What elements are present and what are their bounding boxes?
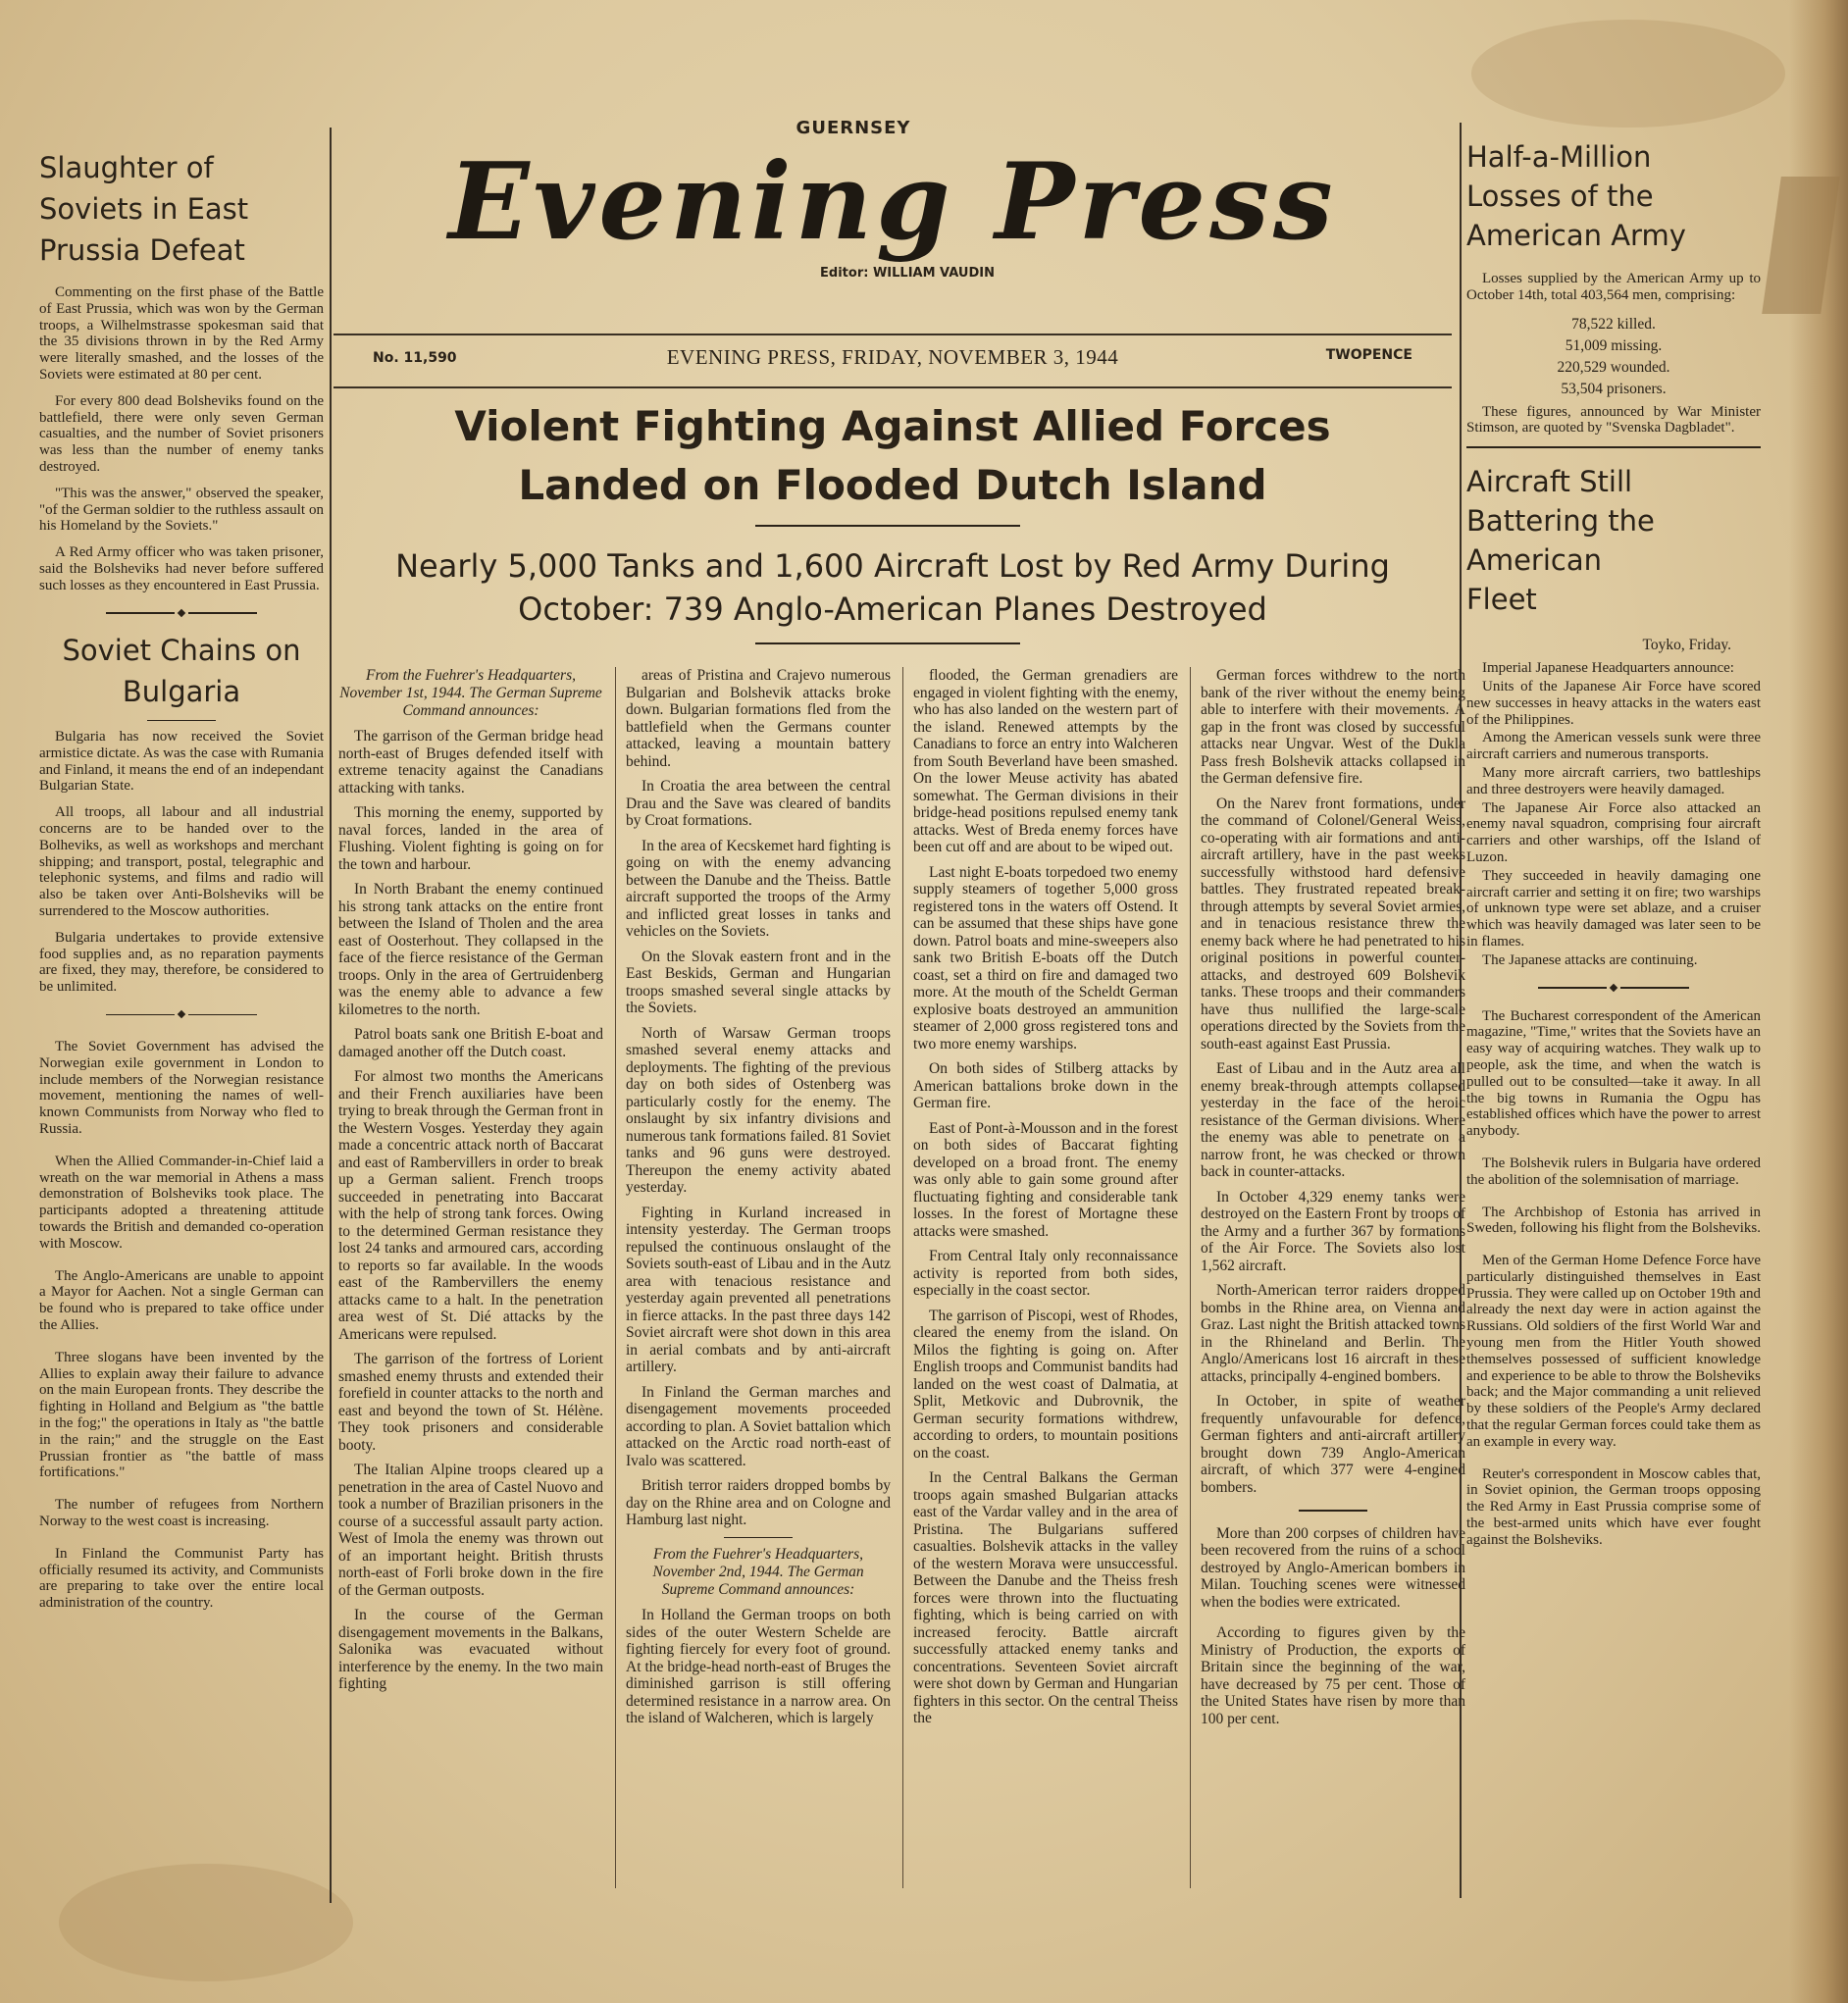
divider xyxy=(755,525,1020,527)
main-subheadline: Nearly 5,000 Tanks and 1,600 Aircraft Lost by Red Army During October: 739 Anglo-American Planes Destroyed xyxy=(395,547,1390,628)
main-article-columns xyxy=(338,667,1466,1888)
divider xyxy=(755,642,1020,644)
article-title: Aircraft Still Battering the American Fleet xyxy=(1466,465,1655,617)
column-rule xyxy=(902,667,903,1888)
article-column: flooded, the German grenadiers are engaged in violent fighting with the enemy, who has also landed on the western part of the island. Renewed attempts by the Canadians to force an entry into Walcheren from South Beverland have been smashed. On the lower Meuse activity has abated somewhat. The German divisions in their bridge-head positions repulsed enemy tank attacks. West of Breda enemy forces have been cut off and are about to be wiped out. Last night E-boats torpedoed two enemy supply steamers of together 5,000 gross registered tons in the waters off Ostend. It can be assumed that these ships have gone down. Patrol boats and mine-sweepers also sank two British E-boats off the Dutch coast, set a third on fire and damaged two more. At the mouth of the Scheldt German explosive boats destroyed an ammunition steamer of 2,000 gross registered tons and two more enemy warships. On both sides of Stilberg attacks by American battalions broke down in the German fire. East of Pont-à-Mousson and in the forest on both sides of Baccarat fighting developed on a broad front. The enemy was only able to gain some ground after fluctuating fighting and considerable tank losses. In the forest of Mortagne these attacks were smashed. From Central Italy only reconnaissance activity is reported from both sides, especially in the coast sector. The garrison of Piscopi, west of Rhodes, cleared the enemy from the island. On Milos the fighting is going on. After English troops and Communist bandits had landed on the west coast of Dalmatia, at Split, Metkovic and Dubrovnik, the German security formations withdrew, according to orders, to mountain positions on the coast. In the Central Balkans the German troops again smashed Bulgarian attacks east of the Vardar valley and in the area of Pristina. The Bulgarians suffered casualties. Bolshevik attacks in the valley of the western Morava were unsuccessful. Between the Danube and the Theiss fresh forces were thrown into the fluctuating fighting, which is being carried on with increased ferocity. Battle aircraft successfully attacked enemy tanks and concentrations. Seventeen Soviet aircraft were shot down by German and Hungarian fighters in this sector. On the central Theiss the xyxy=(913,667,1178,1726)
article-dateline: Toyko, Friday. xyxy=(1642,637,1731,654)
article-column: German forces withdrew to the north bank of the river without the enemy being able to interfere with their movements. A gap in the front was closed by successful attacks near Ungvar. West of the Dukla Pass fresh Bolshevik attacks collapsed in the German defensive fire. On the Narev front formations, under the command of Colonel/General Weiss, co-operating with air formations and anti-aircraft artillery, have in the past weeks successfully withstood hard defensive battles. They frustrated repeated break-through attempts by several Soviet armies, and in tenacious resistance threw the enemy back where he had penetrated to his original positions in powerful counter-attacks, and destroyed 609 Bolshevik tanks. These troops and their commanders have thus nullified the large-scale operations directed by the Soviets from the south-east against East Prussia. East of Libau and in the Autz area all enemy break-through attempts collapsed yesterday in the face of the heroic resistance of the German divisions. Where the enemy was able to penetrate on a narrow front, he was checked or thrown back in counter-attacks. In October 4,329 enemy tanks were destroyed on the Eastern Front by troops of the Army and a further 367 by formations of the Air Force. The Soviets also lost 1,562 aircraft. North-American terror raiders dropped bombs in the Rhine area, on Vienna and Graz. Last night the British attacked towns in the Rhineland and Berlin. The Anglo/Americans lost 16 aircraft in these attacks, principally 4-engined bombers. In October, in spite of weather frequently unfavourable for defence, German fighters and anti-aircraft artillery brought down 739 Anglo-American aircraft, of which 377 were 4-engined bombers. More than 200 corpses of children have been recovered from the ruins of a school destroyed by Anglo-American bombers in Milan. Touching scenes were witnessed when the bodies were extricated. According to figures given by the Ministry of Production, the exports of Britain since the beginning of the war, have decreased by 75 per cent. Those of the United States have risen by more than 100 per cent. xyxy=(1201,667,1465,1727)
ornament-divider xyxy=(39,1005,324,1023)
left-sidebar xyxy=(39,147,324,1621)
issue-number: No. 11,590 xyxy=(373,350,457,366)
masthead xyxy=(334,118,1452,281)
ornament-divider xyxy=(39,604,324,622)
ornament-divider xyxy=(1466,979,1761,997)
issue-price: TWOPENCE xyxy=(1325,347,1412,363)
column-rule xyxy=(1190,667,1191,1888)
article-body: Commenting on the first phase of the Battle of East Prussia, which was won by the German troops, a Wilhelmstrasse spokesman said that the 35 divisions thrown in by the Red Army were literally smashed, and the losses of the Soviets were estimated at 80 per cent. For every 800 dead Bolsheviks found on the battlefield, there were only seven German casualties, and the number of Soviet prisoners was less than the number of enemy tanks destroyed. "This was the answer," observed the speaker, "of the German soldier to the ruthless assault on his Homeland by the Soviets." A Red Army officer who was taken prisoner, said the Bolsheviks had never before suffered such losses as they encountered in East Prussia. xyxy=(39,284,324,593)
article-title: Half-a-Million Losses of the American Army xyxy=(1466,140,1686,252)
dispatch-header: From the Fuehrer's Headquarters, November 1st, 1944. The German Supreme Command announces: xyxy=(339,667,602,719)
divider xyxy=(147,720,216,722)
paper-stain xyxy=(59,1864,353,1981)
divider xyxy=(1466,446,1761,448)
article-body: Imperial Japanese Headquarters announce: Units of the Japanese Air Force have scored new successes in heavy attacks in the waters east of the Philippines. Among the American vessels sunk were three aircraft carriers and numerous transports. Many more aircraft carriers, two battleships and three destroyers were heavily damaged. The Japanese Air Force also attacked an enemy naval squadron, comprising four aircraft carriers and other warships, off the Island of Luzon. They succeeded in heavily damaging one aircraft carrier and setting it on fire; two warships of unknown type were set ablaze, and a cruiser which was heavily damaged was later seen to be in flames. The Japanese attacks are continuing. xyxy=(1466,660,1761,968)
masthead-region: GUERNSEY xyxy=(796,118,911,138)
article-column: From the Fuehrer's Headquarters, November 1st, 1944. The German Supreme Command announces: The garrison of the German bridge head north-east of Bruges defended itself with extreme tenacity against the Canadians attacking with tanks. This morning the enemy, supported by naval forces, landed in the area of Flushing. Violent fighting is going on for the town and harbour. In North Brabant the enemy continued his strong tank attacks on the entire front between the Island of Tholen and the area east of Oosterhout. They collapsed in the face of the fierce resistance of the German troops. Only in the area of Gertruidenberg was the enemy able to advance a few kilometres to the north. Patrol boats sank one British E-boat and damaged another off the Dutch coast. For almost two months the Americans and their French auxiliaries have been trying to break through the German front in the Western Vosges. Yesterday they again made a concentric attack north of Baccarat and east of Rambervillers in order to break up a German salient. French troops succeeded in penetrating into Baccarat with the help of strong tank forces. Owing to the determined German resistance they lost 24 tanks and armoured cars, according to reports so far available. In the woods east of the Rambervillers the enemy attacks came to a halt. In the penetration area west of St. Dié attacks by the Americans were repulsed. The garrison of the fortress of Lorient smashed enemy thrusts and extended their forefield in counter attacks to the north and east and beyond the town of St. Hélène. They took prisoners and considerable booty. The Italian Alpine troops cleared up a penetration in the area of Castel Nuovo and took a number of Brazilian prisoners in the course of a successful assault party action. West of Imola the enemy was thrown out of an important height. British thrusts north-east of Forli broke down in the fire of the German outposts. In the course of the German disengagement movements in the Balkans, Salonika was evacuated without interference by the enemy. In the two main fighting xyxy=(338,667,603,1692)
article-title: Slaughter of Soviets in East Prussia Defeat xyxy=(39,151,249,267)
article-title: Soviet Chains on Bulgaria xyxy=(62,633,301,708)
masthead-editor: Editor: WILLIAM VAUDIN xyxy=(820,266,995,281)
column-divider xyxy=(330,128,332,1903)
dateline-bar xyxy=(334,334,1452,388)
paper-stain xyxy=(1471,20,1785,128)
article-body: Losses supplied by the American Army up to October 14th, total 403,564 men, comprising: xyxy=(1466,271,1761,303)
issue-date: EVENING PRESS, FRIDAY, NOVEMBER 3, 1944 xyxy=(666,345,1119,369)
article-body: Bulgaria has now received the Soviet armistice dictate. As was the case with Rumania and Finland, it means the end of an independant Bulgarian State. All troops, all labour and all industrial concerns are to be handed over to the Bolheviks, as well as workshops and merchant shipping; and transport, postal, telegraphic and telephonic systems, and films and radio will also be taken over Anti-Bolsheviks will be surrendered to the Moscow authorities. Bulgaria undertakes to provide extensive food supplies and, as no reparation payments are fixed, they may, therefore, be considered to be unlimited. xyxy=(39,729,324,996)
article-body: These figures, announced by War Minister Stimson, are quoted by "Svenska Dagbladet". xyxy=(1466,403,1761,437)
article-column: areas of Pristina and Crajevo numerous Bulgarian and Bolshevik attacks broke down. Bulgarian formations fled from the battlefield when the Germans counter attacked, leaving a mountain battery behind. In Croatia the area between the central Drau and the Save was cleared of bandits by Croat formations. In the area of Kecskemet hard fighting is going on with the enemy advancing between the Danube and the Theiss. Battle aircraft supported the troops of the Army and inflicted great losses in tanks and vehicles on the Soviets. On the Slovak eastern front and in the East Beskids, German and Hungarian troops smashed several single attacks by the Soviets. North of Warsaw German troops smashed several enemy attacks and deployments. The fighting of the previous day on both sides of Ostenberg was particularly costly for the enemy. The onslaught by six infantry divisions and numerous tank formations failed. 81 Soviet tanks and 96 guns were destroyed. Thereupon the enemy activity abated yesterday. Fighting in Kurland increased in intensity yesterday. The German troops repulsed the continuous onslaught of the Soviets south-east of Libau and in the Autz area with tenacious resistance and yesterday again prevented all penetrations in fierce attacks. In the past three days 142 Soviet aircraft were shot down in this area in aerial combats and by anti-aircraft artillery. In Finland the German marches and disengagement movements proceeded according to plan. A Soviet battalion which attacked on the Arctic road north-east of Ivalo was scattered. British terror raiders dropped bombs by day on the Rhine area and on Cologne and Hamburg last night. From the Fuehrer's Headquarters, November 2nd, 1944. The German Supreme Command announces: In Holland the German troops on both sides of the outer Western Schelde are fighting fiercely for every foot of ground. At the bridge-head north-east of Bruges the diminished garrison is still offering determined resistance in a narrow area. On the island of Walcheren, which is largely xyxy=(626,667,891,1726)
right-sidebar xyxy=(1466,137,1761,1559)
casualty-stats: 78,522 killed. 51,009 missing. 220,529 wounded. 53,504 prisoners. xyxy=(1557,315,1670,397)
divider xyxy=(1299,1510,1367,1512)
masthead-title: Evening Press xyxy=(448,140,1337,264)
divider xyxy=(724,1537,793,1539)
main-headline: Violent Fighting Against Allied Forces Landed on Flooded Dutch Island xyxy=(454,402,1331,509)
article-body: The Soviet Government has advised the Norwegian exile government in London to include members of the Norwegian resistance movement, mentioning the names of well-known Communists from Norway who fled to Russia. When the Allied Commander-in-Chief laid a wreath on the war memorial in Athens a mass demonstration of Bolsheviks took place. The participants adopted a threatening attitude towards the British and demanded co-operation with Moscow. The Anglo-Americans are unable to appoint a Mayor for Aachen. Not a single German can be found who is prepared to take office under the Allies. Three slogans have been invented by the Allies to explain away their failure to advance on the main European fronts. They describe the fighting in Holland and Belgium as "the battle in the fog;" the operations in Italy as "the battle in the rain;" and the struggle on the East Prussian frontier as "the battle of mass fortifications." The number of refugees from Northern Norway to the west coast is increasing. In Finland the Communist Party has officially resumed its activity, and Communists are preparing to take over the entire local administration of the country. xyxy=(39,1039,324,1612)
dispatch-header: From the Fuehrer's Headquarters, November 2nd, 1944. The German Supreme Command announces: xyxy=(652,1546,864,1598)
column-rule xyxy=(615,667,616,1888)
article-body: The Bucharest correspondent of the American magazine, "Time," writes that the Soviets have an easy way of acquiring watches. They walk up to people, ask the time, and when the watch is pulled out to be consulted—take it away. In all the big towns in Rumania the Ogpu has established offices which have the power to arrest anybody. The Bolshevik rulers in Bulgaria have ordered the abolition of the solemnisation of marriage. The Archbishop of Estonia has arrived in Sweden, following his flight from the Bolsheviks. Men of the German Home Defence Force have particularly distinguished themselves in East Prussia. They were called up on October 19th and already the next day were in action against the Russians. Old soldiers of the first World War and young men from the Hitler Youth showed themselves possessed of sufficient knowledge and experience to be able to throw the Bolsheviks back; and the Major commanding a unit relieved by these soldiers of the People's Army declared that the regular German forces could take them as an example in every way. Reuter's correspondent in Moscow cables that, in Soviet opinion, the German troops opposing the Red Army in East Prussia comprise some of the best-armed units which have ever fought against the Bolsheviks. xyxy=(1466,1007,1761,1548)
